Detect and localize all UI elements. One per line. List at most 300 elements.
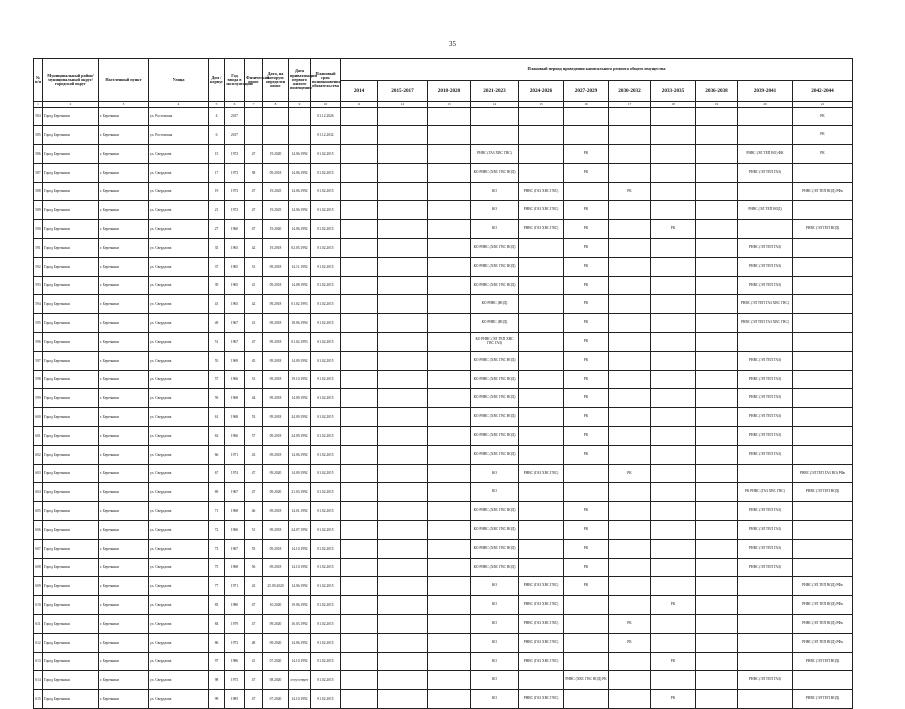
period-2039-2041-cell: РНВС (ЭЛ ТЕП ГАЗ) bbox=[738, 445, 793, 464]
period-2036-2038-cell bbox=[696, 182, 738, 201]
header-period-2039-2041: 2039-2041 bbox=[738, 81, 793, 102]
period-2018-2020-cell bbox=[428, 182, 471, 201]
period-2042-2044-cell bbox=[793, 257, 853, 276]
street-cell: ул. Ростовская bbox=[149, 126, 209, 145]
table-row bbox=[34, 539, 853, 558]
period-2039-2041-cell bbox=[738, 615, 793, 634]
settlement-cell: г. Березники bbox=[99, 408, 149, 427]
period-2027-2029-cell: РНВС (ХВС ГВС ВОД) РК bbox=[564, 671, 609, 690]
column-index-cell: 16 bbox=[564, 102, 609, 108]
header-period-2027-2029: 2027-2029 bbox=[564, 81, 609, 102]
period-2015-2017-cell bbox=[378, 690, 428, 709]
table-row bbox=[34, 145, 853, 164]
period-2021-2023-cell: КО bbox=[471, 690, 519, 709]
period-2042-2044-cell bbox=[793, 201, 853, 220]
wear-cell: 51 bbox=[245, 370, 263, 389]
row-number-cell: 610 bbox=[34, 596, 43, 615]
municipality-cell: Город Березники bbox=[43, 295, 99, 314]
wear-cell: 45 bbox=[245, 351, 263, 370]
house-cell: 67 bbox=[209, 464, 225, 483]
row-number-cell: 585 bbox=[34, 126, 43, 145]
wear-cell: 41 bbox=[245, 276, 263, 295]
wear-cell: 57 bbox=[245, 427, 263, 446]
period-2027-2029-cell: РК bbox=[564, 314, 609, 333]
period-2039-2041-cell bbox=[738, 577, 793, 596]
period-2015-2017-cell bbox=[378, 652, 428, 671]
settlement-cell: г. Березники bbox=[99, 182, 149, 201]
period-2036-2038-cell bbox=[696, 145, 738, 164]
period-2024-2026-cell bbox=[519, 351, 564, 370]
period-2036-2038-cell bbox=[696, 351, 738, 370]
table-row bbox=[34, 314, 853, 333]
municipality-cell: Город Березники bbox=[43, 257, 99, 276]
row-number-cell: 589 bbox=[34, 201, 43, 220]
table-row bbox=[34, 671, 853, 690]
house-cell: 71 bbox=[209, 502, 225, 521]
survey-date-cell: 09.2018 bbox=[263, 163, 289, 182]
header-year-built: Год ввода в эксплуатацию bbox=[225, 59, 245, 102]
period-2024-2026-cell: РНВС (ГАЗ ХВС ГВС) bbox=[519, 633, 564, 652]
survey-date-cell: 09.2018 bbox=[263, 257, 289, 276]
survey-date-cell: 08.2020 bbox=[263, 671, 289, 690]
period-2015-2017-cell bbox=[378, 521, 428, 540]
row-number-cell: 592 bbox=[34, 257, 43, 276]
period-2021-2023-cell: КО РНВС (ЭЛ ТЕП ХВС ГВС ГАЗ) bbox=[471, 333, 519, 352]
municipality-cell: Город Березники bbox=[43, 596, 99, 615]
header-period-2036-2038: 2036-2038 bbox=[696, 81, 738, 102]
settlement-cell: г. Березники bbox=[99, 370, 149, 389]
period-2014-cell bbox=[341, 314, 378, 333]
period-2033-2035-cell bbox=[651, 427, 696, 446]
period-2027-2029-cell bbox=[564, 596, 609, 615]
settlement-cell: г. Березники bbox=[99, 201, 149, 220]
period-2039-2041-cell bbox=[738, 126, 793, 145]
header-period-2033-2035: 2033-2035 bbox=[651, 81, 696, 102]
period-2018-2020-cell bbox=[428, 370, 471, 389]
period-2042-2044-cell bbox=[793, 239, 853, 258]
period-2027-2029-cell: РК bbox=[564, 502, 609, 521]
privatization-date-cell: 14.09.1992 bbox=[289, 389, 311, 408]
period-2018-2020-cell bbox=[428, 464, 471, 483]
year-built-cell: 1979 bbox=[225, 615, 245, 634]
period-2042-2044-cell bbox=[793, 521, 853, 540]
period-2033-2035-cell: РК bbox=[651, 690, 696, 709]
table-row bbox=[34, 445, 853, 464]
wear-cell: 48 bbox=[245, 633, 263, 652]
period-2036-2038-cell bbox=[696, 163, 738, 182]
period-2042-2044-cell: РНВС (ЭЛ ТЕП ГАЗ ВО) РФк bbox=[793, 464, 853, 483]
period-2021-2023-cell bbox=[471, 126, 519, 145]
period-2042-2044-cell bbox=[793, 558, 853, 577]
year-built-cell: 1985 bbox=[225, 690, 245, 709]
street-cell: ул. Свердлова bbox=[149, 239, 209, 258]
settlement-cell: г. Березники bbox=[99, 145, 149, 164]
column-index-cell: 7 bbox=[245, 102, 263, 108]
period-2015-2017-cell bbox=[378, 333, 428, 352]
settlement-cell: г. Березники bbox=[99, 633, 149, 652]
header-survey-date: Дата, на которую определен износ bbox=[263, 59, 289, 102]
street-cell: ул. Свердлова bbox=[149, 182, 209, 201]
period-2021-2023-cell: КО РНВС (ВОД) bbox=[471, 295, 519, 314]
obligation-date-cell: 01.02.2015 bbox=[311, 257, 341, 276]
period-2027-2029-cell: РК bbox=[564, 201, 609, 220]
settlement-cell: г. Березники bbox=[99, 502, 149, 521]
period-2021-2023-cell: КО bbox=[471, 671, 519, 690]
period-2027-2029-cell: РК bbox=[564, 521, 609, 540]
period-2021-2023-cell: КО bbox=[471, 464, 519, 483]
period-2014-cell bbox=[341, 201, 378, 220]
period-2033-2035-cell: РК bbox=[651, 596, 696, 615]
period-2036-2038-cell bbox=[696, 427, 738, 446]
page-number: 35 bbox=[449, 40, 456, 48]
header-no: № п/п bbox=[34, 59, 43, 102]
survey-date-cell: 19.2025 bbox=[263, 201, 289, 220]
period-2024-2026-cell bbox=[519, 276, 564, 295]
period-2027-2029-cell bbox=[564, 483, 609, 502]
period-2027-2029-cell: РК bbox=[564, 145, 609, 164]
period-2014-cell bbox=[341, 577, 378, 596]
municipality-cell: Город Березники bbox=[43, 145, 99, 164]
period-2030-2032-cell bbox=[609, 333, 651, 352]
period-2027-2029-cell bbox=[564, 464, 609, 483]
settlement-cell: г. Березники bbox=[99, 445, 149, 464]
period-2042-2044-cell: РНВС (ЭЛ ТЕП ВОД) РФк bbox=[793, 633, 853, 652]
house-cell: 84 bbox=[209, 615, 225, 634]
survey-date-cell: 09.2018 bbox=[263, 295, 289, 314]
period-2024-2026-cell bbox=[519, 558, 564, 577]
period-2039-2041-cell: РНВС (ЭЛ ТЕП ГАЗ) bbox=[738, 389, 793, 408]
period-2033-2035-cell bbox=[651, 558, 696, 577]
wear-cell: 42 bbox=[245, 295, 263, 314]
survey-date-cell: 09.2020 bbox=[263, 483, 289, 502]
period-2030-2032-cell bbox=[609, 276, 651, 295]
privatization-date-cell: 14.10.1992 bbox=[289, 652, 311, 671]
period-2039-2041-cell bbox=[738, 107, 793, 126]
municipality-cell: Город Березники bbox=[43, 389, 99, 408]
row-number-cell: 606 bbox=[34, 521, 43, 540]
row-number-cell: 603 bbox=[34, 464, 43, 483]
period-2024-2026-cell bbox=[519, 483, 564, 502]
column-index-cell: 3 bbox=[99, 102, 149, 108]
street-cell: ул. Свердлова bbox=[149, 257, 209, 276]
obligation-date-cell: 01.02.2015 bbox=[311, 182, 341, 201]
period-2024-2026-cell bbox=[519, 163, 564, 182]
street-cell: ул. Свердлова bbox=[149, 652, 209, 671]
period-2018-2020-cell bbox=[428, 239, 471, 258]
settlement-cell: г. Березники bbox=[99, 333, 149, 352]
wear-cell: 43 bbox=[245, 445, 263, 464]
row-number-cell: 594 bbox=[34, 295, 43, 314]
period-2033-2035-cell bbox=[651, 483, 696, 502]
municipality-cell: Город Березники bbox=[43, 107, 99, 126]
municipality-cell: Город Березники bbox=[43, 239, 99, 258]
municipality-cell: Город Березники bbox=[43, 671, 99, 690]
period-2033-2035-cell bbox=[651, 314, 696, 333]
period-2018-2020-cell bbox=[428, 107, 471, 126]
period-2021-2023-cell bbox=[471, 107, 519, 126]
period-2014-cell bbox=[341, 464, 378, 483]
period-2030-2032-cell bbox=[609, 107, 651, 126]
column-index-cell: 21 bbox=[793, 102, 853, 108]
municipality-cell: Город Березники bbox=[43, 220, 99, 239]
settlement-cell: г. Березники bbox=[99, 107, 149, 126]
survey-date-cell: 19.2025 bbox=[263, 182, 289, 201]
privatization-date-cell: 01.02.1993 bbox=[289, 333, 311, 352]
column-index-cell: 18 bbox=[651, 102, 696, 108]
survey-date-cell: 09.2018 bbox=[263, 389, 289, 408]
street-cell: ул. Свердлова bbox=[149, 351, 209, 370]
period-2021-2023-cell: КО РНВС (ХВС ГВС ВОД) bbox=[471, 257, 519, 276]
street-cell: ул. Свердлова bbox=[149, 539, 209, 558]
row-number-cell: 602 bbox=[34, 445, 43, 464]
municipality-cell: Город Березники bbox=[43, 615, 99, 634]
header-period-2030-2032: 2030-2032 bbox=[609, 81, 651, 102]
period-2024-2026-cell: РНВС (ГАЗ ХВС ГВС) bbox=[519, 596, 564, 615]
period-2027-2029-cell bbox=[564, 690, 609, 709]
privatization-date-cell: 14.06.1992 bbox=[289, 182, 311, 201]
period-2042-2044-cell: РНВС (ЭЛ ТЕП ВОД) РФк bbox=[793, 577, 853, 596]
wear-cell: 43 bbox=[245, 577, 263, 596]
wear-cell: 47 bbox=[245, 201, 263, 220]
period-2018-2020-cell bbox=[428, 633, 471, 652]
obligation-date-cell: 01.02.2015 bbox=[311, 502, 341, 521]
wear-cell: 47 bbox=[245, 671, 263, 690]
period-2024-2026-cell bbox=[519, 333, 564, 352]
period-2015-2017-cell bbox=[378, 389, 428, 408]
period-2039-2041-cell: РНВС (ЭЛ ТЕП ГАЗ) bbox=[738, 558, 793, 577]
period-2033-2035-cell bbox=[651, 201, 696, 220]
period-2030-2032-cell bbox=[609, 502, 651, 521]
period-2042-2044-cell: РНВС (ЭЛ ТЕП ВОД) bbox=[793, 483, 853, 502]
period-2027-2029-cell: РК bbox=[564, 445, 609, 464]
year-built-cell: 1974 bbox=[225, 464, 245, 483]
period-2024-2026-cell: РНВС (ГАЗ ХВС ГВС) bbox=[519, 690, 564, 709]
year-built-cell: 1967 bbox=[225, 539, 245, 558]
period-2036-2038-cell bbox=[696, 690, 738, 709]
settlement-cell: г. Березники bbox=[99, 239, 149, 258]
municipality-cell: Город Березники bbox=[43, 333, 99, 352]
column-index-cell: 2 bbox=[43, 102, 99, 108]
period-2018-2020-cell bbox=[428, 408, 471, 427]
settlement-cell: г. Березники bbox=[99, 464, 149, 483]
obligation-date-cell: 01.02.2015 bbox=[311, 539, 341, 558]
street-cell: ул. Свердлова bbox=[149, 445, 209, 464]
year-built-cell: 1967 bbox=[225, 314, 245, 333]
obligation-date-cell: 01.02.2015 bbox=[311, 596, 341, 615]
year-built-cell: 1973 bbox=[225, 163, 245, 182]
period-2033-2035-cell bbox=[651, 671, 696, 690]
row-number-cell: 601 bbox=[34, 427, 43, 446]
year-built-cell: 1973 bbox=[225, 633, 245, 652]
municipality-cell: Город Березники bbox=[43, 483, 99, 502]
period-2021-2023-cell: КО РНВС (ХВС ГВС ВОД) bbox=[471, 351, 519, 370]
period-2021-2023-cell: КО РНВС (ХВС ГВС ВОД) bbox=[471, 163, 519, 182]
wear-cell: 46 bbox=[245, 502, 263, 521]
period-2015-2017-cell bbox=[378, 427, 428, 446]
period-2042-2044-cell: PК bbox=[793, 145, 853, 164]
period-2042-2044-cell bbox=[793, 671, 853, 690]
settlement-cell: г. Березники bbox=[99, 615, 149, 634]
column-index-cell: 10 bbox=[311, 102, 341, 108]
period-2039-2041-cell: РНВС (ЭЛ ТЕП ГАЗ ХВС ГВС) bbox=[738, 314, 793, 333]
municipality-cell: Город Березники bbox=[43, 690, 99, 709]
period-2015-2017-cell bbox=[378, 295, 428, 314]
table-row bbox=[34, 370, 853, 389]
period-2039-2041-cell: РНВС (ЭЛ ТЕП ГАЗ) bbox=[738, 370, 793, 389]
period-2042-2044-cell: РНВС (ЭЛ ТЕП ВОД) РФк bbox=[793, 596, 853, 615]
period-2036-2038-cell bbox=[696, 521, 738, 540]
wear-cell: 47 bbox=[245, 145, 263, 164]
period-2015-2017-cell bbox=[378, 502, 428, 521]
survey-date-cell: 09.2018 bbox=[263, 502, 289, 521]
row-number-cell: 613 bbox=[34, 652, 43, 671]
privatization-date-cell: 14.10.1992 bbox=[289, 558, 311, 577]
row-number-cell: 596 bbox=[34, 333, 43, 352]
period-2024-2026-cell bbox=[519, 502, 564, 521]
period-2018-2020-cell bbox=[428, 539, 471, 558]
period-2018-2020-cell bbox=[428, 389, 471, 408]
obligation-date-cell: 01.02.2015 bbox=[311, 633, 341, 652]
house-cell: 83 bbox=[209, 596, 225, 615]
capital-repair-schedule-sheet bbox=[33, 58, 852, 709]
period-2042-2044-cell bbox=[793, 445, 853, 464]
house-cell: 51 bbox=[209, 333, 225, 352]
survey-date-cell: 09.2018 bbox=[263, 558, 289, 577]
privatization-date-cell: отсутствует bbox=[289, 671, 311, 690]
wear-cell: 41 bbox=[245, 314, 263, 333]
period-2039-2041-cell: РНВС (ЭЛ ТЕП ВО) ФК bbox=[738, 145, 793, 164]
period-2021-2023-cell: КО РНВС (ХВС ГВС ВОД) bbox=[471, 502, 519, 521]
period-2042-2044-cell: РНВС (ЭЛ ТЕП ВОД) РФк bbox=[793, 615, 853, 634]
period-2039-2041-cell: РНВС (ЭЛ ТЕП ГАЗ) bbox=[738, 239, 793, 258]
period-2039-2041-cell: РК РНВС (ГАЗ ХВС ГВС) bbox=[738, 483, 793, 502]
period-2033-2035-cell bbox=[651, 370, 696, 389]
period-2014-cell bbox=[341, 596, 378, 615]
obligation-date-cell: 01.12.2032 bbox=[311, 126, 341, 145]
year-built-cell: 1965 bbox=[225, 257, 245, 276]
period-2027-2029-cell: РК bbox=[564, 427, 609, 446]
street-cell: ул. Свердлова bbox=[149, 464, 209, 483]
period-2036-2038-cell bbox=[696, 483, 738, 502]
settlement-cell: г. Березники bbox=[99, 652, 149, 671]
year-built-cell: 1972 bbox=[225, 201, 245, 220]
wear-cell: 53 bbox=[245, 408, 263, 427]
period-2036-2038-cell bbox=[696, 239, 738, 258]
obligation-date-cell: 01.02.2015 bbox=[311, 370, 341, 389]
table-row bbox=[34, 351, 853, 370]
period-2014-cell bbox=[341, 502, 378, 521]
period-2027-2029-cell: РК bbox=[564, 163, 609, 182]
privatization-date-cell: 19.10.1992 bbox=[289, 370, 311, 389]
table-row bbox=[34, 107, 853, 126]
period-2015-2017-cell bbox=[378, 558, 428, 577]
period-2021-2023-cell: КО РНВС (ХВС ГВС ВОД) bbox=[471, 239, 519, 258]
period-2042-2044-cell bbox=[793, 276, 853, 295]
period-2015-2017-cell bbox=[378, 445, 428, 464]
street-cell: ул. Свердлова bbox=[149, 201, 209, 220]
house-cell: 61 bbox=[209, 408, 225, 427]
period-2021-2023-cell: КО РНВС (ХВС ГВС ВОД) bbox=[471, 276, 519, 295]
settlement-cell: г. Березники bbox=[99, 126, 149, 145]
obligation-date-cell: 01.02.2015 bbox=[311, 671, 341, 690]
house-cell: 59 bbox=[209, 389, 225, 408]
street-cell: ул. Свердлова bbox=[149, 633, 209, 652]
period-2036-2038-cell bbox=[696, 295, 738, 314]
period-2039-2041-cell: РНВС (ЭЛ ТЕП ГАЗ) bbox=[738, 163, 793, 182]
period-2014-cell bbox=[341, 239, 378, 258]
period-2014-cell bbox=[341, 652, 378, 671]
period-2036-2038-cell bbox=[696, 445, 738, 464]
period-2033-2035-cell bbox=[651, 408, 696, 427]
street-cell: ул. Свердлова bbox=[149, 483, 209, 502]
period-2015-2017-cell bbox=[378, 539, 428, 558]
period-2042-2044-cell: РНВС (ЭЛ ТЕП ВОД) bbox=[793, 652, 853, 671]
settlement-cell: г. Березники bbox=[99, 596, 149, 615]
table-row bbox=[34, 389, 853, 408]
period-2014-cell bbox=[341, 408, 378, 427]
period-2014-cell bbox=[341, 539, 378, 558]
period-2014-cell bbox=[341, 558, 378, 577]
privatization-date-cell: 14.06.1992 bbox=[289, 633, 311, 652]
period-2014-cell bbox=[341, 295, 378, 314]
period-2015-2017-cell bbox=[378, 633, 428, 652]
wear-cell: 55 bbox=[245, 539, 263, 558]
wear-cell: 44 bbox=[245, 389, 263, 408]
survey-date-cell bbox=[263, 107, 289, 126]
period-2015-2017-cell bbox=[378, 163, 428, 182]
year-built-cell: 1973 bbox=[225, 182, 245, 201]
period-2014-cell bbox=[341, 445, 378, 464]
period-2014-cell bbox=[341, 389, 378, 408]
obligation-date-cell: 01.02.2015 bbox=[311, 577, 341, 596]
period-2033-2035-cell bbox=[651, 521, 696, 540]
year-built-cell: 1960 bbox=[225, 220, 245, 239]
year-built-cell: 1965 bbox=[225, 239, 245, 258]
street-cell: ул. Свердлова bbox=[149, 690, 209, 709]
period-2018-2020-cell bbox=[428, 558, 471, 577]
period-2021-2023-cell: КО РНВС (ХВС ГВС ВОД) bbox=[471, 445, 519, 464]
period-2015-2017-cell bbox=[378, 408, 428, 427]
period-2030-2032-cell bbox=[609, 445, 651, 464]
period-2027-2029-cell: РК bbox=[564, 333, 609, 352]
period-2036-2038-cell bbox=[696, 502, 738, 521]
table-row bbox=[34, 239, 853, 258]
obligation-date-cell: 01.02.2015 bbox=[311, 239, 341, 258]
period-2036-2038-cell bbox=[696, 577, 738, 596]
settlement-cell: г. Березники bbox=[99, 163, 149, 182]
survey-date-cell: 09.2018 bbox=[263, 408, 289, 427]
year-built-cell: 1967 bbox=[225, 333, 245, 352]
table-row bbox=[34, 558, 853, 577]
period-2042-2044-cell: РК bbox=[793, 107, 853, 126]
survey-date-cell: 09.2018 bbox=[263, 539, 289, 558]
table-row bbox=[34, 408, 853, 427]
period-2015-2017-cell bbox=[378, 220, 428, 239]
period-2021-2023-cell: КО РНВС (ХВС ГВС ВОД) bbox=[471, 558, 519, 577]
period-2021-2023-cell: КО bbox=[471, 577, 519, 596]
year-built-cell: 1965 bbox=[225, 276, 245, 295]
wear-cell: 47 bbox=[245, 220, 263, 239]
period-2024-2026-cell bbox=[519, 445, 564, 464]
period-2021-2023-cell: КО РНВС (ХВС ГВС ВОД) bbox=[471, 521, 519, 540]
table-row bbox=[34, 257, 853, 276]
period-2033-2035-cell bbox=[651, 615, 696, 634]
period-2014-cell bbox=[341, 633, 378, 652]
obligation-date-cell: 01.02.2015 bbox=[311, 445, 341, 464]
column-index-cell: 5 bbox=[209, 102, 225, 108]
settlement-cell: г. Березники bbox=[99, 389, 149, 408]
period-2036-2038-cell bbox=[696, 126, 738, 145]
